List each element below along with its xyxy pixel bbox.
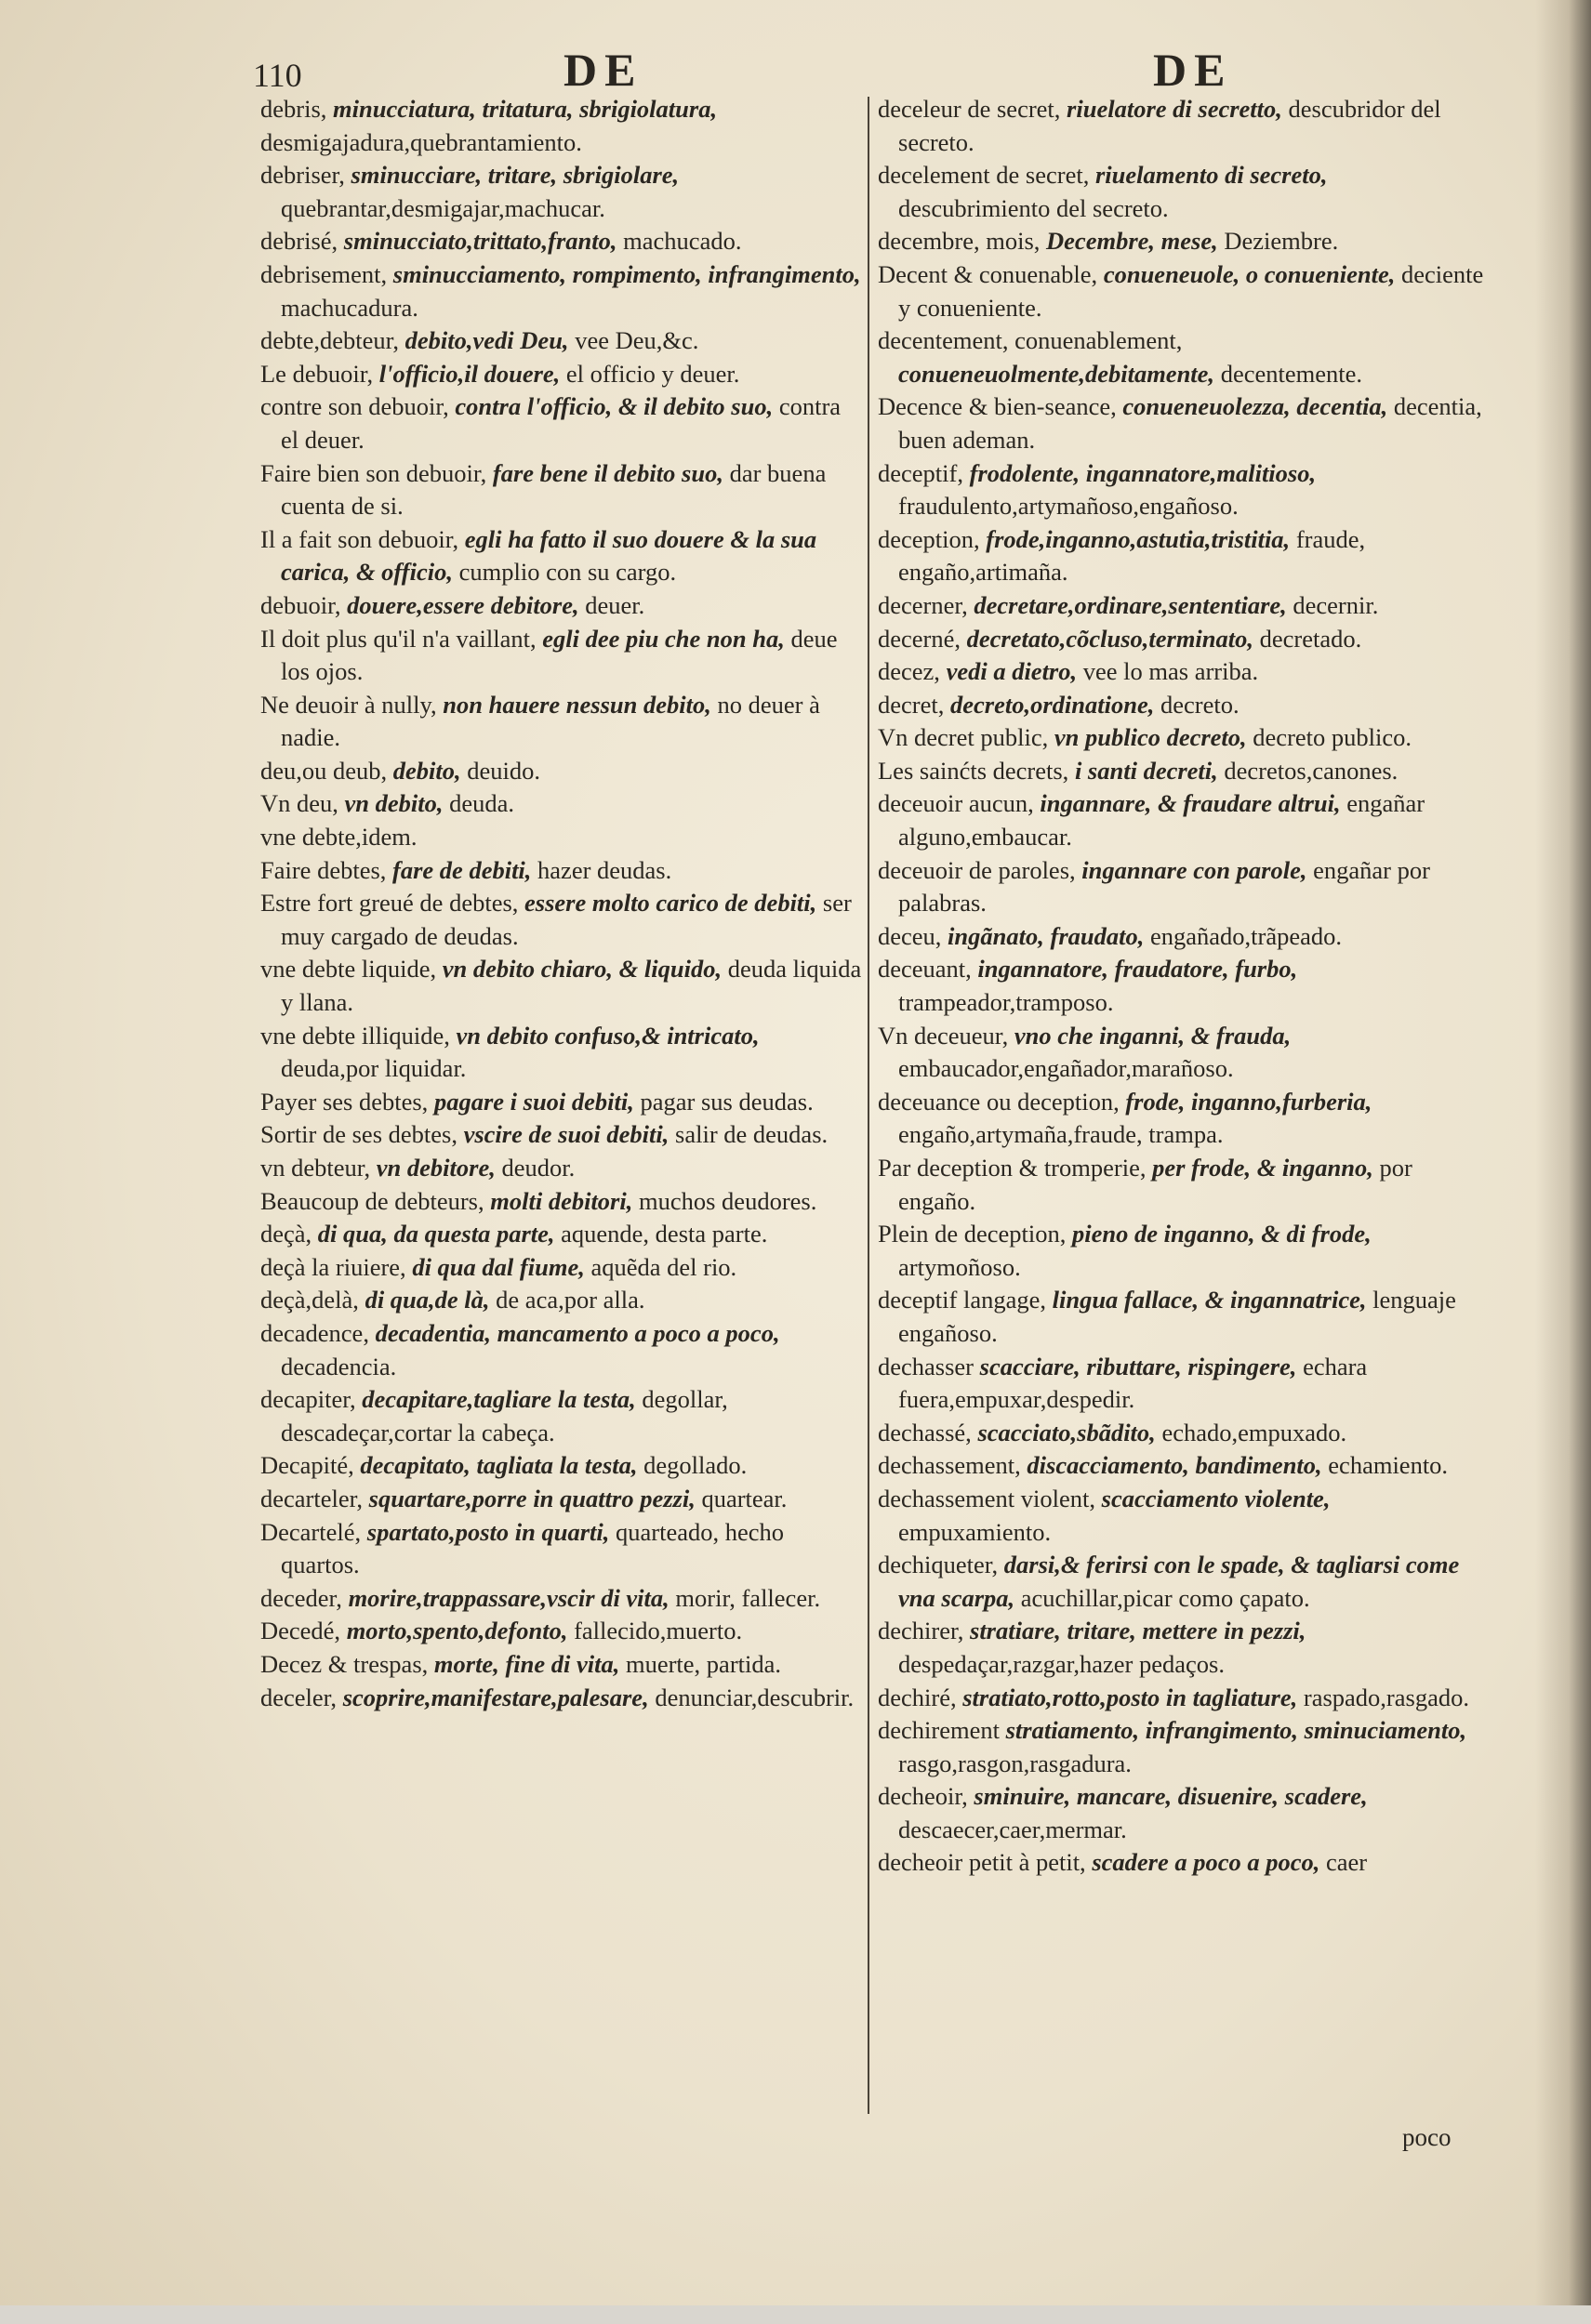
page-gutter-shadow: [1535, 0, 1591, 2324]
catchword: poco: [1402, 2123, 1452, 2151]
french-headword: Ne deuoir à nully,: [260, 690, 437, 719]
dictionary-entry: [260, 854, 863, 888]
french-headword: deceptif,: [878, 458, 963, 487]
french-headword: debte,debteur,: [260, 326, 400, 355]
french-headword: deceuant,: [878, 955, 972, 984]
dictionary-entry: [260, 1118, 863, 1152]
spanish-translation: raspado,rasgado.: [1303, 1683, 1469, 1711]
spanish-translation: hazer deudas.: [537, 855, 672, 884]
italian-translation: non hauere nessun debito,: [443, 690, 711, 719]
spanish-translation: deciente y conueniente.: [898, 259, 1484, 322]
spanish-translation: deuda.: [449, 789, 515, 818]
italian-translation: egli dee piu che non ha,: [542, 624, 785, 653]
spanish-translation: lenguaje engañoso.: [898, 1286, 1456, 1347]
dictionary-entry: [878, 523, 1484, 589]
italian-translation: ingannare con parole,: [1081, 855, 1307, 884]
dictionary-entry: [260, 1648, 863, 1682]
italian-translation: vn publico decreto,: [1054, 723, 1247, 752]
spanish-translation: contra el deuer.: [281, 392, 842, 454]
italian-translation: i santi decreti,: [1074, 756, 1218, 785]
french-headword: Decence & bien-seance,: [878, 392, 1117, 421]
french-headword: Par deception & tromperie,: [878, 1154, 1147, 1182]
italian-translation: stratiamento, infrangimento, sminuciamento,: [1005, 1716, 1467, 1745]
french-headword: decheoir petit à petit,: [878, 1848, 1086, 1877]
spanish-translation: salir de deudas.: [675, 1120, 829, 1149]
french-headword: deceu,: [878, 921, 942, 950]
french-headword: deceder,: [260, 1583, 342, 1612]
italian-translation: morto,spento,defonto,: [346, 1617, 568, 1645]
spanish-translation: decretos,canones.: [1224, 756, 1399, 785]
italian-translation: frode,inganno,astutia,tristitia,: [986, 524, 1291, 553]
italian-translation: debito,: [392, 756, 461, 785]
dictionary-entry: [260, 93, 863, 126]
dictionary-entry: [260, 390, 863, 456]
french-headword: dechiré,: [878, 1683, 957, 1711]
italian-translation: per frode, & inganno,: [1152, 1154, 1373, 1182]
italian-translation: morire,trappassare,vscir di vita,: [348, 1583, 670, 1612]
dictionary-entry: [878, 1020, 1484, 1086]
dictionary-entry: [260, 1020, 863, 1086]
spanish-translation: no deuer à nadie.: [281, 690, 820, 752]
dictionary-entry: [878, 225, 1484, 258]
italian-translation: fare bene il debito suo,: [492, 458, 723, 487]
french-headword: debriser,: [260, 161, 345, 190]
spanish-translation: el officio y deuer.: [565, 359, 740, 388]
italian-translation: pieno de inganno, & di frode,: [1072, 1220, 1372, 1248]
french-headword: Faire debtes,: [260, 855, 387, 884]
french-headword: Decapité,: [260, 1451, 354, 1480]
french-headword: decret,: [878, 690, 945, 719]
dictionary-entry: [260, 623, 863, 689]
italian-translation: egli ha fatto il suo douere & la sua carica, & officio,: [281, 524, 817, 587]
italian-translation: ingannatore, fraudatore, furbo,: [977, 955, 1298, 984]
dictionary-entry: [260, 225, 863, 258]
spanish-translation: morir, fallecer.: [675, 1583, 821, 1612]
italian-translation: stratiare, tritare, mettere in pezzi,: [970, 1617, 1306, 1645]
spanish-translation: fraudulento,artymañoso,engañoso.: [898, 492, 1239, 521]
spanish-translation: trampeador,tramposo.: [898, 988, 1114, 1017]
dictionary-entry: [260, 258, 863, 324]
spanish-translation: cumplio con su cargo.: [458, 558, 677, 587]
spanish-translation: decadencia.: [281, 1352, 397, 1380]
spanish-translation: deuda,por liquidar.: [281, 1054, 467, 1083]
french-headword: Les sainćts decrets,: [878, 756, 1069, 785]
french-headword: deçà,: [260, 1220, 312, 1248]
dictionary-entry: [260, 1615, 863, 1648]
italian-translation: minucciatura, tritatura, sbrigiolatura,: [333, 95, 718, 123]
page-number: 110: [253, 57, 302, 94]
italian-translation: sminucciare, tritare, sbrigiolare,: [351, 161, 680, 190]
french-headword: Estre fort greué de debtes,: [260, 889, 519, 918]
italian-translation: pagare i suoi debiti,: [433, 1087, 634, 1116]
spanish-translation: deue los ojos.: [281, 624, 838, 686]
dictionary-entry: [260, 159, 863, 225]
dictionary-entry: [878, 655, 1484, 689]
italian-translation: darsi,& ferirsi con le spade, & tagliarsi come vna scarpa,: [898, 1551, 1460, 1612]
french-headword: Decartelé,: [260, 1517, 362, 1546]
dictionary-entry: [260, 1317, 863, 1383]
dictionary-entry: [260, 523, 863, 589]
french-headword: desmigajadura,quebrantamiento.: [260, 127, 582, 156]
italian-translation: decreto,ordinatione,: [949, 690, 1155, 719]
spanish-translation: muchos deudores.: [639, 1186, 817, 1215]
french-headword: decembre, mois,: [878, 227, 1041, 256]
dictionary-entry: [260, 821, 863, 854]
french-headword: deceleur de secret,: [878, 95, 1061, 123]
italian-translation: riuelatore di secretto,: [1067, 95, 1282, 123]
french-headword: deception,: [878, 524, 980, 553]
spanish-translation: embaucador,engañador,marañoso.: [898, 1054, 1234, 1083]
spanish-translation: quebrantar,desmigajar,machucar.: [281, 193, 605, 222]
french-headword: vn debteur,: [260, 1154, 371, 1182]
french-headword: Le debuoir,: [260, 359, 374, 388]
spanish-translation: dar buena cuenta de si.: [281, 458, 827, 521]
spanish-translation: caer: [1326, 1848, 1368, 1877]
dictionary-entry: [260, 787, 863, 821]
spanish-translation: echara fuera,empuxar,despedir.: [898, 1352, 1368, 1414]
french-headword: Decedé,: [260, 1617, 341, 1645]
dictionary-entry: [878, 457, 1484, 523]
french-headword: dechassement,: [878, 1451, 1021, 1480]
dictionary-entry: [878, 854, 1484, 920]
french-headword: deu,ou deub,: [260, 756, 388, 785]
spanish-translation: despedaçar,razgar,hazer pedaços.: [898, 1649, 1225, 1678]
spanish-translation: Deziembre.: [1224, 227, 1339, 256]
spanish-translation: decentia, buen ademan.: [898, 392, 1482, 454]
french-headword: Il doit plus qu'il n'a vaillant,: [260, 624, 537, 653]
dictionary-entry: [878, 1615, 1484, 1681]
italian-translation: frodolente, ingannatore,malitioso,: [969, 458, 1317, 487]
dictionary-entry: [260, 1483, 863, 1516]
french-headword: Vn deceueur,: [878, 1021, 1009, 1050]
spanish-translation: ser muy cargado de deudas.: [281, 889, 852, 950]
dictionary-entry: [878, 1682, 1484, 1715]
french-headword: Decez & trespas,: [260, 1649, 429, 1678]
italian-translation: vno che inganni, & frauda,: [1014, 1021, 1292, 1050]
spanish-translation: degollado.: [643, 1451, 748, 1480]
spanish-translation: deuer.: [585, 590, 645, 619]
french-headword: deceuoir de paroles,: [878, 855, 1076, 884]
dictionary-entry: [878, 623, 1484, 656]
french-headword: Plein de deception,: [878, 1220, 1067, 1248]
french-headword: deçà la riuiere,: [260, 1252, 406, 1281]
italian-translation: di qua,de là,: [365, 1286, 490, 1314]
left-running-head: DE: [563, 44, 643, 96]
french-headword: contre son debuoir,: [260, 392, 449, 421]
french-headword: debris,: [260, 95, 327, 123]
dictionary-entry: [878, 721, 1484, 755]
italian-translation: vn debitore,: [376, 1154, 496, 1182]
dictionary-entry: [260, 1582, 863, 1616]
column-divider: [868, 97, 869, 2114]
spanish-translation: decreto publico.: [1253, 723, 1412, 752]
french-headword: deçà,delà,: [260, 1286, 359, 1314]
italian-translation: essere molto carico de debiti,: [524, 889, 817, 918]
spanish-translation: engaño,artymaña,fraude, trampa.: [898, 1120, 1224, 1149]
italian-translation: fare de debiti,: [392, 855, 532, 884]
french-headword: vne debte liquide,: [260, 955, 437, 984]
dictionary-entry: [878, 1351, 1484, 1417]
dictionary-entry: [878, 1483, 1484, 1549]
spanish-translation: artymoñoso.: [898, 1252, 1021, 1281]
italian-translation: decretare,ordinare,sententiare,: [974, 590, 1287, 619]
dictionary-entry: [260, 1383, 863, 1449]
french-headword: Vn deu,: [260, 789, 338, 818]
dictionary-entry: [260, 126, 863, 160]
dictionary-entry: [260, 1218, 863, 1251]
right-column: [878, 93, 1484, 1880]
dictionary-entry: [878, 93, 1484, 159]
italian-translation: contra l'officio, & il debito suo,: [455, 392, 774, 421]
spanish-translation: fraude, engaño,artimaña.: [898, 524, 1366, 587]
spanish-translation: denunciar,descubrir.: [655, 1683, 855, 1711]
italian-translation: conueneuolmente,debitamente,: [898, 359, 1215, 388]
italian-translation: vn debito confuso,& intricato,: [456, 1021, 760, 1050]
italian-translation: Decembre, mese,: [1046, 227, 1218, 256]
dictionary-entry: [260, 1284, 863, 1317]
french-headword: dechasser: [878, 1352, 974, 1380]
dictionary-entry: [260, 1251, 863, 1285]
french-headword: Decent & conuenable,: [878, 259, 1098, 288]
dictionary-entry: [878, 689, 1484, 722]
dictionary-entry: [878, 953, 1484, 1019]
italian-translation: scacciamento violente,: [1101, 1484, 1331, 1512]
italian-translation: debito,vedi Deu,: [404, 326, 569, 355]
dictionary-entry: [878, 1218, 1484, 1284]
italian-translation: molti debitori,: [490, 1186, 633, 1215]
spanish-translation: muerte, partida.: [625, 1649, 782, 1678]
french-headword: decadence,: [260, 1318, 369, 1347]
french-headword: decarteler,: [260, 1484, 363, 1512]
french-headword: decez,: [878, 657, 940, 686]
dictionary-entry: [260, 358, 863, 391]
dictionary-entry: [260, 755, 863, 788]
dictionary-entry: [260, 1185, 863, 1219]
spanish-translation: machucado.: [623, 227, 742, 256]
spanish-translation: descubrimiento del secreto.: [898, 193, 1169, 222]
italian-translation: scadere a poco a poco,: [1092, 1848, 1320, 1877]
dictionary-entry: [878, 920, 1484, 954]
french-headword: deceuance ou deception,: [878, 1087, 1120, 1116]
spanish-translation: pagar sus deudas.: [640, 1087, 814, 1116]
spanish-translation: decernir.: [1293, 590, 1379, 619]
dictionary-entry: [260, 324, 863, 358]
dictionary-entry: [878, 1152, 1484, 1218]
italian-translation: scacciare, ributtare, rispingere,: [979, 1352, 1297, 1380]
french-headword: dechirement: [878, 1716, 1000, 1745]
spanish-translation: vee Deu,&c.: [575, 326, 699, 355]
dictionary-entry: [878, 589, 1484, 623]
dictionary-entry: [878, 755, 1484, 788]
italian-translation: conueneuole, o conueniente,: [1103, 259, 1396, 288]
dictionary-entry: [260, 1449, 863, 1483]
italian-translation: sminucciato,trittato,franto,: [343, 227, 617, 256]
french-headword: dechassement violent,: [878, 1484, 1096, 1512]
french-headword: Payer ses debtes,: [260, 1087, 429, 1116]
spanish-translation: fallecido,muerto.: [574, 1617, 743, 1645]
french-headword: dechiqueter,: [878, 1551, 999, 1579]
italian-translation: decapitare,tagliare la testa,: [362, 1385, 636, 1414]
dictionary-entry: [878, 1846, 1484, 1880]
dictionary-entry: [260, 457, 863, 523]
italian-translation: ingãnato, fraudato,: [948, 921, 1145, 950]
dictionary-entry: [878, 1086, 1484, 1152]
italian-translation: scoprire,manifestare,palesare,: [342, 1683, 649, 1711]
spanish-translation: descubridor del secreto.: [898, 95, 1441, 156]
spanish-translation: deuda liquida y llana.: [281, 955, 862, 1017]
french-headword: dechirer,: [878, 1617, 964, 1645]
italian-translation: decadentia, mancamento a poco a poco,: [375, 1318, 780, 1347]
french-headword: dechassé,: [878, 1418, 972, 1446]
italian-translation: decapitato, tagliata la testa,: [360, 1451, 638, 1480]
french-headword: debrisé,: [260, 227, 338, 256]
spanish-translation: engañar alguno,embaucar.: [898, 789, 1425, 852]
dictionary-entry: [878, 1549, 1484, 1615]
italian-translation: decretato,cõcluso,terminato,: [966, 624, 1254, 653]
italian-translation: discacciamento, bandimento,: [1027, 1451, 1322, 1480]
spanish-translation: deudor.: [501, 1154, 576, 1182]
dictionary-entry: [878, 258, 1484, 324]
italian-translation: douere,essere debitore,: [347, 590, 579, 619]
dictionary-entry: [260, 887, 863, 953]
spanish-translation: echamiento.: [1328, 1451, 1449, 1480]
spanish-translation: decretado.: [1259, 624, 1362, 653]
italian-translation: scacciato,sbãdito,: [977, 1418, 1156, 1446]
italian-translation: vn debito chiaro, & liquido,: [442, 955, 723, 984]
spanish-translation: deuido.: [467, 756, 541, 785]
dictionary-entry: [878, 1417, 1484, 1450]
dictionary-entry: [260, 589, 863, 623]
dictionary-entry: [878, 1780, 1484, 1846]
spanish-translation: aquẽda del rio.: [590, 1252, 737, 1281]
dictionary-entry: [878, 1449, 1484, 1483]
italian-translation: conueneuolezza, decentia,: [1122, 392, 1388, 421]
italian-translation: stratiato,rotto,posto in tagliature,: [962, 1683, 1298, 1711]
dictionary-entry: [260, 689, 863, 755]
french-headword: deceuoir aucun,: [878, 789, 1034, 818]
italian-translation: frode, inganno,furberia,: [1125, 1087, 1372, 1116]
italian-translation: riuelamento di secreto,: [1094, 161, 1328, 190]
french-headword: decelement de secret,: [878, 161, 1090, 190]
italian-translation: vscire de suoi debiti,: [463, 1120, 670, 1149]
left-column: [260, 93, 863, 1714]
dictionary-entry: [260, 1682, 863, 1715]
dictionary-entry: [260, 1086, 863, 1119]
french-headword: Sortir de ses debtes,: [260, 1120, 457, 1149]
french-headword: decerné,: [878, 624, 961, 653]
french-headword: Faire bien son debuoir,: [260, 458, 487, 487]
french-headword: decheoir,: [878, 1782, 968, 1811]
french-headword: debrisement,: [260, 259, 388, 288]
italian-translation: morte, fine di vita,: [433, 1649, 620, 1678]
spanish-translation: decentemente.: [1220, 359, 1362, 388]
spanish-translation: engañado,trãpeado.: [1150, 921, 1343, 950]
french-headword: vne debte,idem.: [260, 823, 418, 852]
dictionary-entry: [878, 324, 1484, 390]
spanish-translation: degollar, descadeçar,cortar la cabeça.: [281, 1385, 728, 1446]
spanish-translation: echado,empuxado.: [1161, 1418, 1347, 1446]
french-headword: decerner,: [878, 590, 968, 619]
spanish-translation: aquende, desta parte.: [561, 1220, 768, 1248]
dictionary-entry: [878, 1714, 1484, 1780]
french-headword: deceler,: [260, 1683, 338, 1711]
french-headword: Il a fait son debuoir,: [260, 524, 459, 553]
french-headword: decentement, conuenablement,: [878, 326, 1183, 355]
italian-translation: lingua fallace, & ingannatrice,: [1052, 1286, 1367, 1314]
spanish-translation: de aca,por alla.: [496, 1286, 645, 1314]
italian-translation: vedi a dietro,: [946, 657, 1078, 686]
dictionary-entry: [878, 390, 1484, 456]
italian-translation: di qua, da questa parte,: [317, 1220, 555, 1248]
spanish-translation: quarteado, hecho quartos.: [281, 1517, 785, 1579]
italian-translation: l'officio,il douere,: [378, 359, 561, 388]
french-headword: Beaucoup de debteurs,: [260, 1186, 484, 1215]
spanish-translation: decreto.: [1160, 690, 1240, 719]
dictionary-entry: [260, 953, 863, 1019]
scan-bottom-margin: [0, 2305, 1591, 2324]
french-headword: Vn decret public,: [878, 723, 1049, 752]
french-headword: debuoir,: [260, 590, 341, 619]
spanish-translation: acuchillar,picar como çapato.: [1020, 1583, 1310, 1612]
italian-translation: sminucciamento, rompimento, infrangimento,: [392, 259, 861, 288]
italian-translation: di qua dal fiume,: [412, 1252, 585, 1281]
dictionary-entry: [878, 787, 1484, 853]
spanish-translation: vee lo mas arriba.: [1082, 657, 1259, 686]
spanish-translation: por engaño.: [898, 1154, 1412, 1215]
french-headword: deceptif langage,: [878, 1286, 1046, 1314]
spanish-translation: quartear.: [701, 1484, 788, 1512]
spanish-translation: descaecer,caer,mermar.: [898, 1815, 1127, 1843]
spanish-translation: rasgo,rasgon,rasgadura.: [898, 1749, 1132, 1777]
french-headword: decapiter,: [260, 1385, 356, 1414]
french-headword: vne debte illiquide,: [260, 1021, 450, 1050]
italian-translation: ingannare, & fraudare altrui,: [1040, 789, 1341, 818]
italian-translation: vn debito,: [344, 789, 444, 818]
spanish-translation: engañar por palabras.: [898, 855, 1430, 918]
spanish-translation: machucadura.: [281, 293, 418, 322]
italian-translation: squartare,porre in quattro pezzi,: [368, 1484, 696, 1512]
spanish-translation: empuxamiento.: [898, 1517, 1052, 1546]
right-running-head: DE: [1153, 44, 1233, 96]
dictionary-entry: [878, 159, 1484, 225]
italian-translation: spartato,posto in quarti,: [366, 1517, 610, 1546]
dictionary-entry: [260, 1152, 863, 1185]
dictionary-entry: [260, 1516, 863, 1582]
italian-translation: sminuire, mancare, disuenire, scadere,: [974, 1782, 1368, 1811]
dictionary-entry: [878, 1284, 1484, 1350]
